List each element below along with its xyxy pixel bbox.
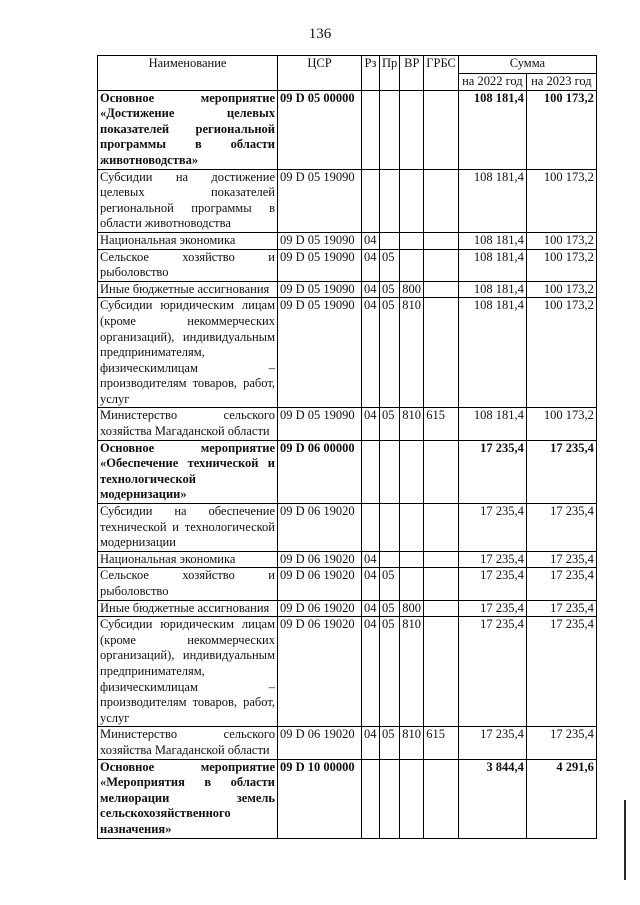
row-name: Основное мероприятие «Достижение целевых показателей региональной программы в области животноводства» <box>98 90 278 169</box>
row-pr: 05 <box>380 568 400 600</box>
header-year-2022: на 2022 год <box>458 74 526 91</box>
row-name: Основное мероприятие «Обеспечение технической и технологической модернизации» <box>98 440 278 503</box>
row-name: Субсидии на обеспечение технической и технологической модернизации <box>98 504 278 552</box>
row-grbs: 615 <box>424 727 459 759</box>
row-pr: 05 <box>380 600 400 617</box>
row-rz <box>362 504 380 552</box>
row-name: Иные бюджетные ассигнования <box>98 600 278 617</box>
row-sum-2023: 100 173,2 <box>526 281 596 298</box>
row-vr <box>400 551 424 568</box>
row-rz: 04 <box>362 408 380 440</box>
row-sum-2023: 17 235,4 <box>526 440 596 503</box>
header-rz: Рз <box>362 56 380 91</box>
table-row <box>98 504 597 552</box>
row-pr: 05 <box>380 298 400 408</box>
row-vr: 810 <box>400 617 424 727</box>
row-rz <box>362 440 380 503</box>
row-sum-2022: 108 181,4 <box>458 249 526 281</box>
row-sum-2023: 100 173,2 <box>526 169 596 232</box>
row-pr: 05 <box>380 249 400 281</box>
row-vr <box>400 759 424 838</box>
row-sum-2022: 17 235,4 <box>458 617 526 727</box>
row-vr <box>400 249 424 281</box>
row-rz: 04 <box>362 298 380 408</box>
row-pr: 05 <box>380 727 400 759</box>
row-csr: 09 D 06 19020 <box>278 617 362 727</box>
header-year-2023: на 2023 год <box>526 74 596 91</box>
row-vr <box>400 568 424 600</box>
row-sum-2023: 17 235,4 <box>526 504 596 552</box>
row-pr <box>380 90 400 169</box>
row-csr: 09 D 06 19020 <box>278 600 362 617</box>
row-rz <box>362 759 380 838</box>
row-rz: 04 <box>362 568 380 600</box>
header-sum: Сумма <box>458 56 596 74</box>
row-vr: 810 <box>400 298 424 408</box>
table-row <box>98 232 597 249</box>
row-sum-2022: 108 181,4 <box>458 169 526 232</box>
row-name: Субсидии на достижение целевых показателей региональной программы в области животноводства <box>98 169 278 232</box>
header-grbs: ГРБС <box>424 56 459 91</box>
row-grbs <box>424 440 459 503</box>
row-pr <box>380 232 400 249</box>
table-row <box>98 90 597 169</box>
row-name: Субсидии юридическим лицам (кроме некоммерческих организаций), индивидуальным предпринимателям, физическимлицам – производителям товаров, работ, услуг <box>98 298 278 408</box>
row-sum-2023: 100 173,2 <box>526 408 596 440</box>
row-rz: 04 <box>362 727 380 759</box>
table-row <box>98 727 597 759</box>
table-row <box>98 440 597 503</box>
row-sum-2023: 4 291,6 <box>526 759 596 838</box>
row-csr: 09 D 06 00000 <box>278 440 362 503</box>
row-grbs <box>424 617 459 727</box>
page-number: 136 <box>308 26 332 42</box>
row-name: Основное мероприятие «Мероприятия в области мелиорации земель сельскохозяйственного назначения» <box>98 759 278 838</box>
row-vr <box>400 90 424 169</box>
row-name: Министерство сельского хозяйства Магаданской области <box>98 727 278 759</box>
header-name: Наименование <box>98 56 278 91</box>
row-grbs <box>424 504 459 552</box>
table-row <box>98 281 597 298</box>
row-vr <box>400 504 424 552</box>
table-row <box>98 408 597 440</box>
row-sum-2022: 17 235,4 <box>458 600 526 617</box>
row-sum-2022: 17 235,4 <box>458 440 526 503</box>
row-sum-2023: 17 235,4 <box>526 727 596 759</box>
row-name: Сельское хозяйство и рыболовство <box>98 249 278 281</box>
header-pr: Пр <box>380 56 400 91</box>
row-pr: 05 <box>380 617 400 727</box>
row-sum-2023: 100 173,2 <box>526 298 596 408</box>
row-grbs <box>424 298 459 408</box>
row-sum-2023: 17 235,4 <box>526 600 596 617</box>
row-sum-2022: 17 235,4 <box>458 504 526 552</box>
row-vr <box>400 440 424 503</box>
row-csr: 09 D 05 00000 <box>278 90 362 169</box>
row-sum-2023: 100 173,2 <box>526 232 596 249</box>
row-csr: 09 D 05 19090 <box>278 298 362 408</box>
row-vr: 810 <box>400 408 424 440</box>
row-sum-2022: 17 235,4 <box>458 551 526 568</box>
row-pr <box>380 759 400 838</box>
row-csr: 09 D 05 19090 <box>278 169 362 232</box>
table-row <box>98 249 597 281</box>
row-name: Министерство сельского хозяйства Магаданской области <box>98 408 278 440</box>
row-sum-2022: 3 844,4 <box>458 759 526 838</box>
header-vr: ВР <box>400 56 424 91</box>
row-rz <box>362 90 380 169</box>
row-sum-2022: 108 181,4 <box>458 232 526 249</box>
row-csr: 09 D 05 19090 <box>278 232 362 249</box>
row-sum-2022: 108 181,4 <box>458 281 526 298</box>
row-pr <box>380 504 400 552</box>
table-row <box>98 617 597 727</box>
row-csr: 09 D 06 19020 <box>278 568 362 600</box>
row-rz: 04 <box>362 281 380 298</box>
header-csr: ЦСР <box>278 56 362 91</box>
row-grbs <box>424 600 459 617</box>
row-grbs <box>424 281 459 298</box>
row-csr: 09 D 06 19020 <box>278 504 362 552</box>
row-name: Иные бюджетные ассигнования <box>98 281 278 298</box>
budget-table <box>97 55 597 839</box>
row-csr: 09 D 10 00000 <box>278 759 362 838</box>
row-vr: 800 <box>400 600 424 617</box>
row-csr: 09 D 06 19020 <box>278 551 362 568</box>
table-row <box>98 298 597 408</box>
row-name: Сельское хозяйство и рыболовство <box>98 568 278 600</box>
row-csr: 09 D 06 19020 <box>278 727 362 759</box>
row-grbs <box>424 90 459 169</box>
row-rz: 04 <box>362 232 380 249</box>
row-vr: 810 <box>400 727 424 759</box>
row-rz: 04 <box>362 249 380 281</box>
row-sum-2022: 17 235,4 <box>458 568 526 600</box>
row-sum-2023: 17 235,4 <box>526 551 596 568</box>
scan-edge-mark <box>624 800 626 880</box>
row-grbs: 615 <box>424 408 459 440</box>
row-pr <box>380 440 400 503</box>
row-grbs <box>424 169 459 232</box>
row-pr <box>380 169 400 232</box>
row-sum-2023: 100 173,2 <box>526 90 596 169</box>
table-row <box>98 551 597 568</box>
row-sum-2022: 108 181,4 <box>458 298 526 408</box>
row-grbs <box>424 232 459 249</box>
row-vr <box>400 232 424 249</box>
row-sum-2022: 17 235,4 <box>458 727 526 759</box>
row-grbs <box>424 759 459 838</box>
row-vr: 800 <box>400 281 424 298</box>
row-csr: 09 D 05 19090 <box>278 408 362 440</box>
row-rz <box>362 169 380 232</box>
row-pr: 05 <box>380 408 400 440</box>
row-name: Национальная экономика <box>98 232 278 249</box>
row-rz: 04 <box>362 551 380 568</box>
row-csr: 09 D 05 19090 <box>278 249 362 281</box>
row-name: Субсидии юридическим лицам (кроме некоммерческих организаций), индивидуальным предпринимателям, физическимлицам – производителям товаров, работ, услуг <box>98 617 278 727</box>
table-row <box>98 169 597 232</box>
row-name: Национальная экономика <box>98 551 278 568</box>
row-grbs <box>424 551 459 568</box>
row-sum-2022: 108 181,4 <box>458 90 526 169</box>
row-rz: 04 <box>362 617 380 727</box>
row-sum-2023: 100 173,2 <box>526 249 596 281</box>
row-sum-2023: 17 235,4 <box>526 568 596 600</box>
row-grbs <box>424 249 459 281</box>
table-row <box>98 568 597 600</box>
table-row <box>98 759 597 838</box>
row-pr: 05 <box>380 281 400 298</box>
row-csr: 09 D 05 19090 <box>278 281 362 298</box>
row-vr <box>400 169 424 232</box>
row-grbs <box>424 568 459 600</box>
row-sum-2023: 17 235,4 <box>526 617 596 727</box>
row-rz: 04 <box>362 600 380 617</box>
row-pr <box>380 551 400 568</box>
table-row <box>98 600 597 617</box>
row-sum-2022: 108 181,4 <box>458 408 526 440</box>
